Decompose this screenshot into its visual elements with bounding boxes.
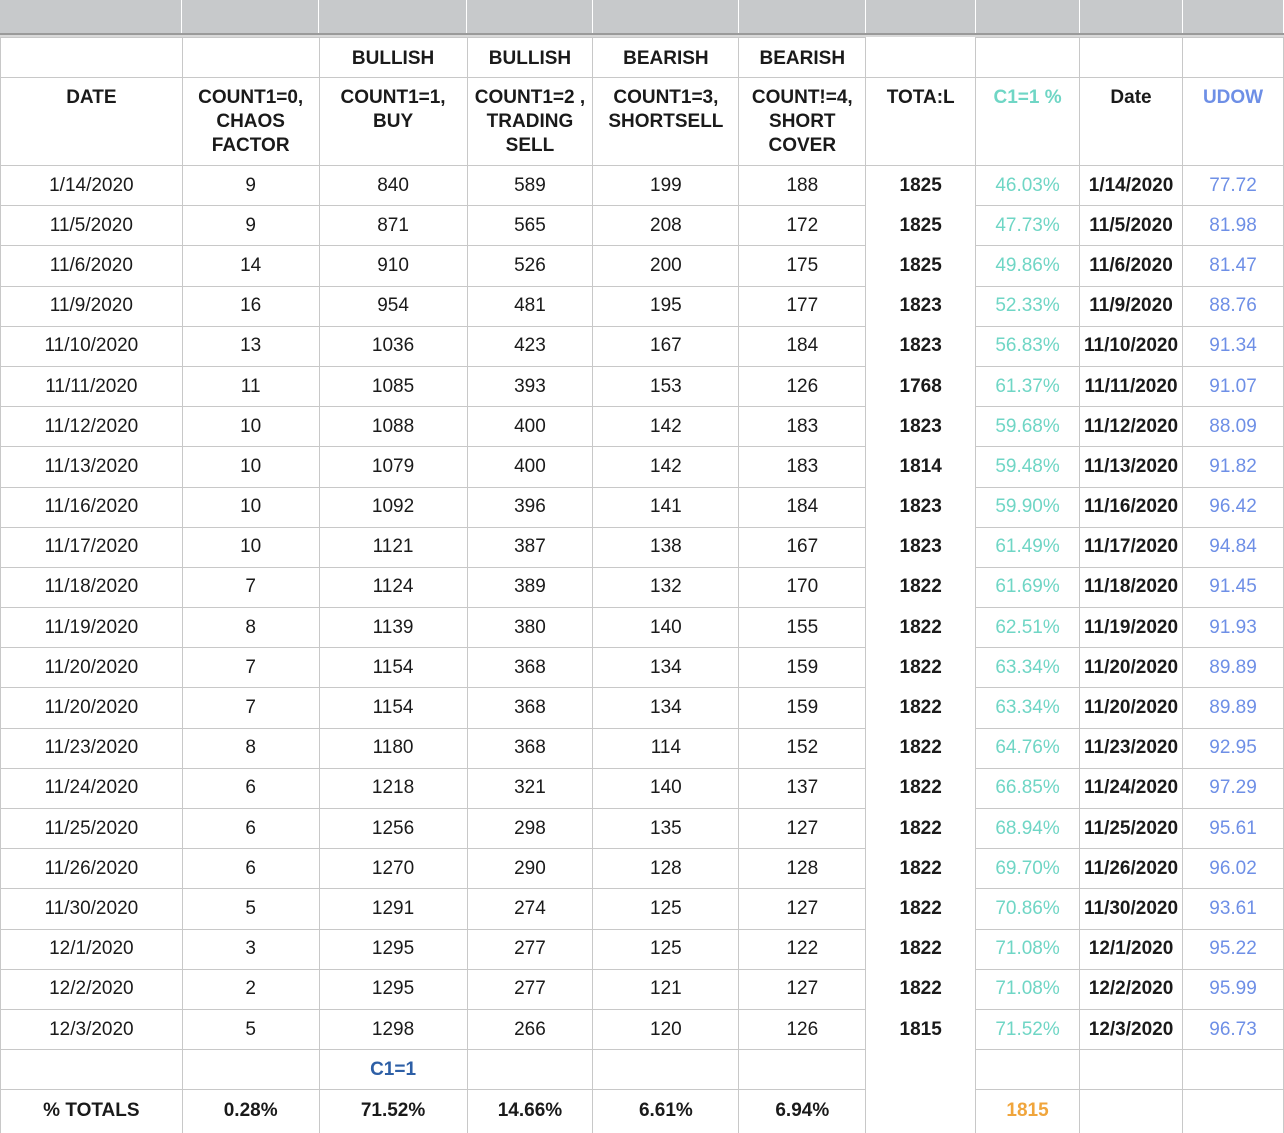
- date-2-cell[interactable]: 1/14/2020: [1080, 166, 1183, 206]
- table-row: [1, 447, 1284, 487]
- shortsell-cell[interactable]: 135: [593, 809, 739, 849]
- date-cell[interactable]: 11/23/2020: [1, 728, 183, 768]
- band-cell-bullish[interactable]: BULLISH: [319, 38, 467, 78]
- buy-count-cell[interactable]: 1298: [319, 1009, 467, 1049]
- udow-cell[interactable]: 88.76: [1183, 286, 1284, 326]
- table-row: [1, 527, 1284, 567]
- table-row: [1, 809, 1284, 849]
- trading-sell-cell[interactable]: 387: [467, 527, 593, 567]
- buy-count-cell[interactable]: 1036: [319, 326, 467, 366]
- shortsell-cell[interactable]: 142: [593, 447, 739, 487]
- c1-percent-cell[interactable]: 61.69%: [976, 567, 1080, 607]
- table-row: [1, 648, 1284, 688]
- date-2-cell[interactable]: 11/6/2020: [1080, 246, 1183, 286]
- date-cell[interactable]: 11/17/2020: [1, 527, 183, 567]
- total-cell[interactable]: 1822: [866, 728, 976, 768]
- shortsell-cell[interactable]: 141: [593, 487, 739, 527]
- shortsell-cell[interactable]: 125: [593, 889, 739, 929]
- empty-cell[interactable]: [182, 1050, 319, 1090]
- short-cover-cell[interactable]: 172: [739, 206, 866, 246]
- buy-count-cell[interactable]: 1295: [319, 969, 467, 1009]
- empty-cell[interactable]: [1080, 1050, 1183, 1090]
- trading-sell-cell[interactable]: 389: [467, 567, 593, 607]
- date-2-cell[interactable]: 11/19/2020: [1080, 608, 1183, 648]
- chaos-factor-cell[interactable]: 11: [182, 366, 319, 406]
- chaos-factor-cell[interactable]: 10: [182, 407, 319, 447]
- band-cell[interactable]: [1080, 38, 1183, 78]
- date-cell[interactable]: 11/26/2020: [1, 849, 183, 889]
- date-2-cell[interactable]: 11/5/2020: [1080, 206, 1183, 246]
- short-cover-cell[interactable]: 137: [739, 768, 866, 808]
- c1-percent-cell[interactable]: 71.08%: [976, 969, 1080, 1009]
- shortsell-cell[interactable]: 200: [593, 246, 739, 286]
- date-cell[interactable]: 11/6/2020: [1, 246, 183, 286]
- empty-cell[interactable]: [739, 1050, 866, 1090]
- column-header-a[interactable]: [0, 0, 182, 33]
- buy-count-cell[interactable]: 1079: [319, 447, 467, 487]
- column-header-c[interactable]: [319, 0, 467, 33]
- date-cell[interactable]: 11/24/2020: [1, 768, 183, 808]
- header-trading-sell[interactable]: COUNT1=2 , TRADING SELL: [467, 78, 593, 166]
- buy-count-cell[interactable]: 840: [319, 166, 467, 206]
- udow-cell[interactable]: 89.89: [1183, 688, 1284, 728]
- shortsell-cell[interactable]: 120: [593, 1009, 739, 1049]
- trading-sell-cell[interactable]: 393: [467, 366, 593, 406]
- trading-sell-cell[interactable]: 589: [467, 166, 593, 206]
- band-cell-bearish[interactable]: BEARISH: [739, 38, 866, 78]
- udow-cell[interactable]: 97.29: [1183, 768, 1284, 808]
- table-row: [1, 326, 1284, 366]
- header-shortsell[interactable]: COUNT1=3, SHORTSELL: [593, 78, 739, 166]
- totals-short-cover[interactable]: 6.94%: [739, 1090, 866, 1133]
- trading-sell-cell[interactable]: 277: [467, 929, 593, 969]
- column-header-h[interactable]: [976, 0, 1080, 33]
- short-cover-cell[interactable]: 175: [739, 246, 866, 286]
- shortsell-cell[interactable]: 153: [593, 366, 739, 406]
- total-cell[interactable]: 1823: [866, 527, 976, 567]
- empty-cell[interactable]: [866, 1050, 976, 1090]
- trading-sell-cell[interactable]: 400: [467, 447, 593, 487]
- c1-percent-cell[interactable]: 62.51%: [976, 608, 1080, 648]
- trading-sell-cell[interactable]: 396: [467, 487, 593, 527]
- date-2-cell[interactable]: 11/12/2020: [1080, 407, 1183, 447]
- c1-label-row: [1, 1050, 1284, 1090]
- c1-percent-cell[interactable]: 64.76%: [976, 728, 1080, 768]
- buy-count-cell[interactable]: 1295: [319, 929, 467, 969]
- total-cell[interactable]: 1823: [866, 407, 976, 447]
- short-cover-cell[interactable]: 159: [739, 688, 866, 728]
- column-header-bar: [0, 0, 1284, 33]
- buy-count-cell[interactable]: 1180: [319, 728, 467, 768]
- buy-count-cell[interactable]: 1270: [319, 849, 467, 889]
- date-2-cell[interactable]: 11/9/2020: [1080, 286, 1183, 326]
- empty-cell[interactable]: [1183, 1050, 1284, 1090]
- date-cell[interactable]: 12/3/2020: [1, 1009, 183, 1049]
- chaos-factor-cell[interactable]: 10: [182, 447, 319, 487]
- short-cover-cell[interactable]: 128: [739, 849, 866, 889]
- date-cell[interactable]: 11/25/2020: [1, 809, 183, 849]
- trading-sell-cell[interactable]: 481: [467, 286, 593, 326]
- total-cell[interactable]: 1825: [866, 246, 976, 286]
- short-cover-cell[interactable]: 188: [739, 166, 866, 206]
- trading-sell-cell[interactable]: 526: [467, 246, 593, 286]
- total-cell[interactable]: 1825: [866, 206, 976, 246]
- column-header-b[interactable]: [182, 0, 319, 33]
- shortsell-cell[interactable]: 208: [593, 206, 739, 246]
- total-cell[interactable]: 1768: [866, 366, 976, 406]
- empty-cell[interactable]: [866, 1090, 976, 1133]
- shortsell-cell[interactable]: 167: [593, 326, 739, 366]
- band-cell-bullish[interactable]: BULLISH: [467, 38, 593, 78]
- date-2-cell[interactable]: 11/18/2020: [1080, 567, 1183, 607]
- udow-cell[interactable]: 81.47: [1183, 246, 1284, 286]
- date-cell[interactable]: 12/1/2020: [1, 929, 183, 969]
- empty-cell[interactable]: [1183, 1090, 1284, 1133]
- header-c1-percent[interactable]: C1=1 %: [976, 78, 1080, 166]
- table-row: [1, 206, 1284, 246]
- date-2-cell[interactable]: 11/20/2020: [1080, 648, 1183, 688]
- udow-cell[interactable]: 92.95: [1183, 728, 1284, 768]
- c1-percent-cell[interactable]: 46.03%: [976, 166, 1080, 206]
- shortsell-cell[interactable]: 195: [593, 286, 739, 326]
- table-row: [1, 728, 1284, 768]
- short-cover-cell[interactable]: 177: [739, 286, 866, 326]
- c1-percent-cell[interactable]: 47.73%: [976, 206, 1080, 246]
- table-row: [1, 1009, 1284, 1049]
- table-row: [1, 246, 1284, 286]
- udow-cell[interactable]: 91.45: [1183, 567, 1284, 607]
- empty-cell[interactable]: [1080, 1090, 1183, 1133]
- short-cover-cell[interactable]: 159: [739, 648, 866, 688]
- date-cell[interactable]: 11/18/2020: [1, 567, 183, 607]
- trading-sell-cell[interactable]: 277: [467, 969, 593, 1009]
- column-header-g[interactable]: [866, 0, 976, 33]
- shortsell-cell[interactable]: 140: [593, 608, 739, 648]
- date-2-cell[interactable]: 12/3/2020: [1080, 1009, 1183, 1049]
- total-cell[interactable]: 1814: [866, 447, 976, 487]
- shortsell-cell[interactable]: 132: [593, 567, 739, 607]
- header-chaos-factor[interactable]: COUNT1=0, CHAOS FACTOR: [182, 78, 319, 166]
- buy-count-cell[interactable]: 1154: [319, 648, 467, 688]
- chaos-factor-cell[interactable]: 5: [182, 889, 319, 929]
- shortsell-cell[interactable]: 125: [593, 929, 739, 969]
- column-titles-row: [1, 78, 1284, 166]
- total-cell[interactable]: 1825: [866, 166, 976, 206]
- band-cell[interactable]: [182, 38, 319, 78]
- column-header-f[interactable]: [739, 0, 866, 33]
- table-row: [1, 366, 1284, 406]
- band-cell[interactable]: [866, 38, 976, 78]
- date-cell[interactable]: 11/5/2020: [1, 206, 183, 246]
- udow-cell[interactable]: 77.72: [1183, 166, 1284, 206]
- udow-cell[interactable]: 88.09: [1183, 407, 1284, 447]
- shortsell-cell[interactable]: 138: [593, 527, 739, 567]
- band-cell[interactable]: [1183, 38, 1284, 78]
- shortsell-cell[interactable]: 114: [593, 728, 739, 768]
- udow-cell[interactable]: 95.61: [1183, 809, 1284, 849]
- udow-cell[interactable]: 91.93: [1183, 608, 1284, 648]
- table-row: [1, 929, 1284, 969]
- date-2-cell[interactable]: 11/30/2020: [1080, 889, 1183, 929]
- date-2-cell[interactable]: 11/17/2020: [1080, 527, 1183, 567]
- buy-count-cell[interactable]: 1092: [319, 487, 467, 527]
- short-cover-cell[interactable]: 184: [739, 487, 866, 527]
- date-cell[interactable]: 11/10/2020: [1, 326, 183, 366]
- c1-percent-cell[interactable]: 49.86%: [976, 246, 1080, 286]
- short-cover-cell[interactable]: 167: [739, 527, 866, 567]
- c1-percent-cell[interactable]: 52.33%: [976, 286, 1080, 326]
- spreadsheet-table: [0, 37, 1284, 1133]
- date-cell[interactable]: 11/13/2020: [1, 447, 183, 487]
- buy-count-cell[interactable]: 871: [319, 206, 467, 246]
- total-cell[interactable]: 1823: [866, 487, 976, 527]
- chaos-factor-cell[interactable]: 14: [182, 246, 319, 286]
- totals-buy[interactable]: 71.52%: [319, 1090, 467, 1133]
- totals-total[interactable]: 1815: [976, 1090, 1080, 1133]
- udow-cell[interactable]: 91.07: [1183, 366, 1284, 406]
- c1-percent-cell[interactable]: 70.86%: [976, 889, 1080, 929]
- c1-percent-cell[interactable]: 71.08%: [976, 929, 1080, 969]
- total-cell[interactable]: 1822: [866, 889, 976, 929]
- chaos-factor-cell[interactable]: 3: [182, 929, 319, 969]
- c1-label-cell[interactable]: C1=1: [319, 1050, 467, 1090]
- shortsell-cell[interactable]: 128: [593, 849, 739, 889]
- chaos-factor-cell[interactable]: 9: [182, 206, 319, 246]
- date-2-cell[interactable]: 11/10/2020: [1080, 326, 1183, 366]
- trading-sell-cell[interactable]: 321: [467, 768, 593, 808]
- trading-sell-cell[interactable]: 380: [467, 608, 593, 648]
- total-cell[interactable]: 1822: [866, 567, 976, 607]
- empty-cell[interactable]: [467, 1050, 593, 1090]
- buy-count-cell[interactable]: 1124: [319, 567, 467, 607]
- trading-sell-cell[interactable]: 423: [467, 326, 593, 366]
- chaos-factor-cell[interactable]: 2: [182, 969, 319, 1009]
- column-header-j[interactable]: [1183, 0, 1284, 33]
- udow-cell[interactable]: 96.02: [1183, 849, 1284, 889]
- c1-percent-cell[interactable]: 61.49%: [976, 527, 1080, 567]
- c1-percent-cell[interactable]: 59.68%: [976, 407, 1080, 447]
- empty-cell[interactable]: [1, 1050, 183, 1090]
- table-row: [1, 286, 1284, 326]
- date-2-cell[interactable]: 11/20/2020: [1080, 688, 1183, 728]
- band-cell[interactable]: [976, 38, 1080, 78]
- c1-percent-cell[interactable]: 61.37%: [976, 366, 1080, 406]
- short-cover-cell[interactable]: 155: [739, 608, 866, 648]
- totals-label[interactable]: % TOTALS: [1, 1090, 183, 1133]
- chaos-factor-cell[interactable]: 7: [182, 648, 319, 688]
- short-cover-cell[interactable]: 127: [739, 969, 866, 1009]
- date-cell[interactable]: 11/12/2020: [1, 407, 183, 447]
- chaos-factor-cell[interactable]: 6: [182, 849, 319, 889]
- sentiment-band-row: [1, 38, 1284, 78]
- udow-cell[interactable]: 91.82: [1183, 447, 1284, 487]
- table-row: [1, 969, 1284, 1009]
- short-cover-cell[interactable]: 152: [739, 728, 866, 768]
- shortsell-cell[interactable]: 134: [593, 688, 739, 728]
- udow-cell[interactable]: 89.89: [1183, 648, 1284, 688]
- buy-count-cell[interactable]: 1085: [319, 366, 467, 406]
- trading-sell-cell[interactable]: 368: [467, 688, 593, 728]
- header-date-2[interactable]: Date: [1080, 78, 1183, 166]
- date-2-cell[interactable]: 11/24/2020: [1080, 768, 1183, 808]
- buy-count-cell[interactable]: 1218: [319, 768, 467, 808]
- shortsell-cell[interactable]: 121: [593, 969, 739, 1009]
- header-total[interactable]: TOTA:L: [866, 78, 976, 166]
- total-cell[interactable]: 1822: [866, 809, 976, 849]
- table-row: [1, 166, 1284, 206]
- chaos-factor-cell[interactable]: 6: [182, 809, 319, 849]
- buy-count-cell[interactable]: 1139: [319, 608, 467, 648]
- total-cell[interactable]: 1822: [866, 849, 976, 889]
- short-cover-cell[interactable]: 127: [739, 809, 866, 849]
- short-cover-cell[interactable]: 170: [739, 567, 866, 607]
- short-cover-cell[interactable]: 126: [739, 366, 866, 406]
- buy-count-cell[interactable]: 1291: [319, 889, 467, 929]
- date-cell[interactable]: 1/14/2020: [1, 166, 183, 206]
- c1-percent-cell[interactable]: 69.70%: [976, 849, 1080, 889]
- udow-cell[interactable]: 91.34: [1183, 326, 1284, 366]
- date-2-cell[interactable]: 11/23/2020: [1080, 728, 1183, 768]
- column-header-d[interactable]: [467, 0, 593, 33]
- table-row: [1, 768, 1284, 808]
- trading-sell-cell[interactable]: 290: [467, 849, 593, 889]
- chaos-factor-cell[interactable]: 9: [182, 166, 319, 206]
- header-buy[interactable]: COUNT1=1, BUY: [319, 78, 467, 166]
- date-cell[interactable]: 11/20/2020: [1, 648, 183, 688]
- trading-sell-cell[interactable]: 274: [467, 889, 593, 929]
- buy-count-cell[interactable]: 1088: [319, 407, 467, 447]
- buy-count-cell[interactable]: 1256: [319, 809, 467, 849]
- totals-chaos[interactable]: 0.28%: [182, 1090, 319, 1133]
- chaos-factor-cell[interactable]: 8: [182, 608, 319, 648]
- column-header-e[interactable]: [593, 0, 739, 33]
- c1-percent-cell[interactable]: 59.48%: [976, 447, 1080, 487]
- header-date[interactable]: DATE: [1, 78, 183, 166]
- short-cover-cell[interactable]: 183: [739, 407, 866, 447]
- c1-percent-cell[interactable]: 59.90%: [976, 487, 1080, 527]
- table-row: [1, 407, 1284, 447]
- c1-percent-cell[interactable]: 63.34%: [976, 648, 1080, 688]
- column-header-i[interactable]: [1080, 0, 1183, 33]
- c1-percent-cell[interactable]: 63.34%: [976, 688, 1080, 728]
- chaos-factor-cell[interactable]: 6: [182, 768, 319, 808]
- udow-cell[interactable]: 93.61: [1183, 889, 1284, 929]
- shortsell-cell[interactable]: 142: [593, 407, 739, 447]
- shortsell-cell[interactable]: 134: [593, 648, 739, 688]
- udow-cell[interactable]: 81.98: [1183, 206, 1284, 246]
- short-cover-cell[interactable]: 184: [739, 326, 866, 366]
- chaos-factor-cell[interactable]: 13: [182, 326, 319, 366]
- total-cell[interactable]: 1822: [866, 768, 976, 808]
- trading-sell-cell[interactable]: 266: [467, 1009, 593, 1049]
- date-2-cell[interactable]: 11/25/2020: [1080, 809, 1183, 849]
- date-cell[interactable]: 11/30/2020: [1, 889, 183, 929]
- chaos-factor-cell[interactable]: 10: [182, 487, 319, 527]
- date-2-cell[interactable]: 11/13/2020: [1080, 447, 1183, 487]
- short-cover-cell[interactable]: 126: [739, 1009, 866, 1049]
- total-cell[interactable]: 1815: [866, 1009, 976, 1049]
- totals-shortsell[interactable]: 6.61%: [593, 1090, 739, 1133]
- date-cell[interactable]: 11/20/2020: [1, 688, 183, 728]
- empty-cell[interactable]: [976, 1050, 1080, 1090]
- c1-percent-cell[interactable]: 68.94%: [976, 809, 1080, 849]
- buy-count-cell[interactable]: 954: [319, 286, 467, 326]
- udow-cell[interactable]: 95.99: [1183, 969, 1284, 1009]
- date-2-cell[interactable]: 11/16/2020: [1080, 487, 1183, 527]
- total-cell[interactable]: 1823: [866, 326, 976, 366]
- short-cover-cell[interactable]: 183: [739, 447, 866, 487]
- date-2-cell[interactable]: 11/11/2020: [1080, 366, 1183, 406]
- date-2-cell[interactable]: 12/1/2020: [1080, 929, 1183, 969]
- total-cell[interactable]: 1822: [866, 688, 976, 728]
- buy-count-cell[interactable]: 910: [319, 246, 467, 286]
- udow-cell[interactable]: 96.73: [1183, 1009, 1284, 1049]
- date-2-cell[interactable]: 12/2/2020: [1080, 969, 1183, 1009]
- table-row: [1, 688, 1284, 728]
- total-cell[interactable]: 1822: [866, 648, 976, 688]
- table-row: [1, 889, 1284, 929]
- c1-percent-cell[interactable]: 71.52%: [976, 1009, 1080, 1049]
- date-cell[interactable]: 11/19/2020: [1, 608, 183, 648]
- trading-sell-cell[interactable]: 298: [467, 809, 593, 849]
- date-cell[interactable]: 11/11/2020: [1, 366, 183, 406]
- trading-sell-cell[interactable]: 400: [467, 407, 593, 447]
- shortsell-cell[interactable]: 199: [593, 166, 739, 206]
- header-udow[interactable]: UDOW: [1183, 78, 1284, 166]
- table-row: [1, 849, 1284, 889]
- c1-percent-cell[interactable]: 56.83%: [976, 326, 1080, 366]
- date-2-cell[interactable]: 11/26/2020: [1080, 849, 1183, 889]
- chaos-factor-cell[interactable]: 7: [182, 688, 319, 728]
- band-cell-bearish[interactable]: BEARISH: [593, 38, 739, 78]
- total-cell[interactable]: 1822: [866, 969, 976, 1009]
- totals-row: [1, 1090, 1284, 1133]
- udow-cell[interactable]: 95.22: [1183, 929, 1284, 969]
- shortsell-cell[interactable]: 140: [593, 768, 739, 808]
- trading-sell-cell[interactable]: 565: [467, 206, 593, 246]
- total-cell[interactable]: 1823: [866, 286, 976, 326]
- band-cell[interactable]: [1, 38, 183, 78]
- table-row: [1, 608, 1284, 648]
- date-cell[interactable]: 11/16/2020: [1, 487, 183, 527]
- buy-count-cell[interactable]: 1121: [319, 527, 467, 567]
- date-cell[interactable]: 11/9/2020: [1, 286, 183, 326]
- total-cell[interactable]: 1822: [866, 929, 976, 969]
- empty-cell[interactable]: [593, 1050, 739, 1090]
- trading-sell-cell[interactable]: 368: [467, 728, 593, 768]
- short-cover-cell[interactable]: 127: [739, 889, 866, 929]
- chaos-factor-cell[interactable]: 5: [182, 1009, 319, 1049]
- udow-cell[interactable]: 94.84: [1183, 527, 1284, 567]
- total-cell[interactable]: 1822: [866, 608, 976, 648]
- chaos-factor-cell[interactable]: 8: [182, 728, 319, 768]
- table-row: [1, 487, 1284, 527]
- short-cover-cell[interactable]: 122: [739, 929, 866, 969]
- header-short-cover[interactable]: COUNT!=4, SHORT COVER: [739, 78, 866, 166]
- buy-count-cell[interactable]: 1154: [319, 688, 467, 728]
- chaos-factor-cell[interactable]: 10: [182, 527, 319, 567]
- udow-cell[interactable]: 96.42: [1183, 487, 1284, 527]
- date-cell[interactable]: 12/2/2020: [1, 969, 183, 1009]
- chaos-factor-cell[interactable]: 7: [182, 567, 319, 607]
- c1-percent-cell[interactable]: 66.85%: [976, 768, 1080, 808]
- table-row: [1, 567, 1284, 607]
- trading-sell-cell[interactable]: 368: [467, 648, 593, 688]
- totals-trading-sell[interactable]: 14.66%: [467, 1090, 593, 1133]
- chaos-factor-cell[interactable]: 16: [182, 286, 319, 326]
